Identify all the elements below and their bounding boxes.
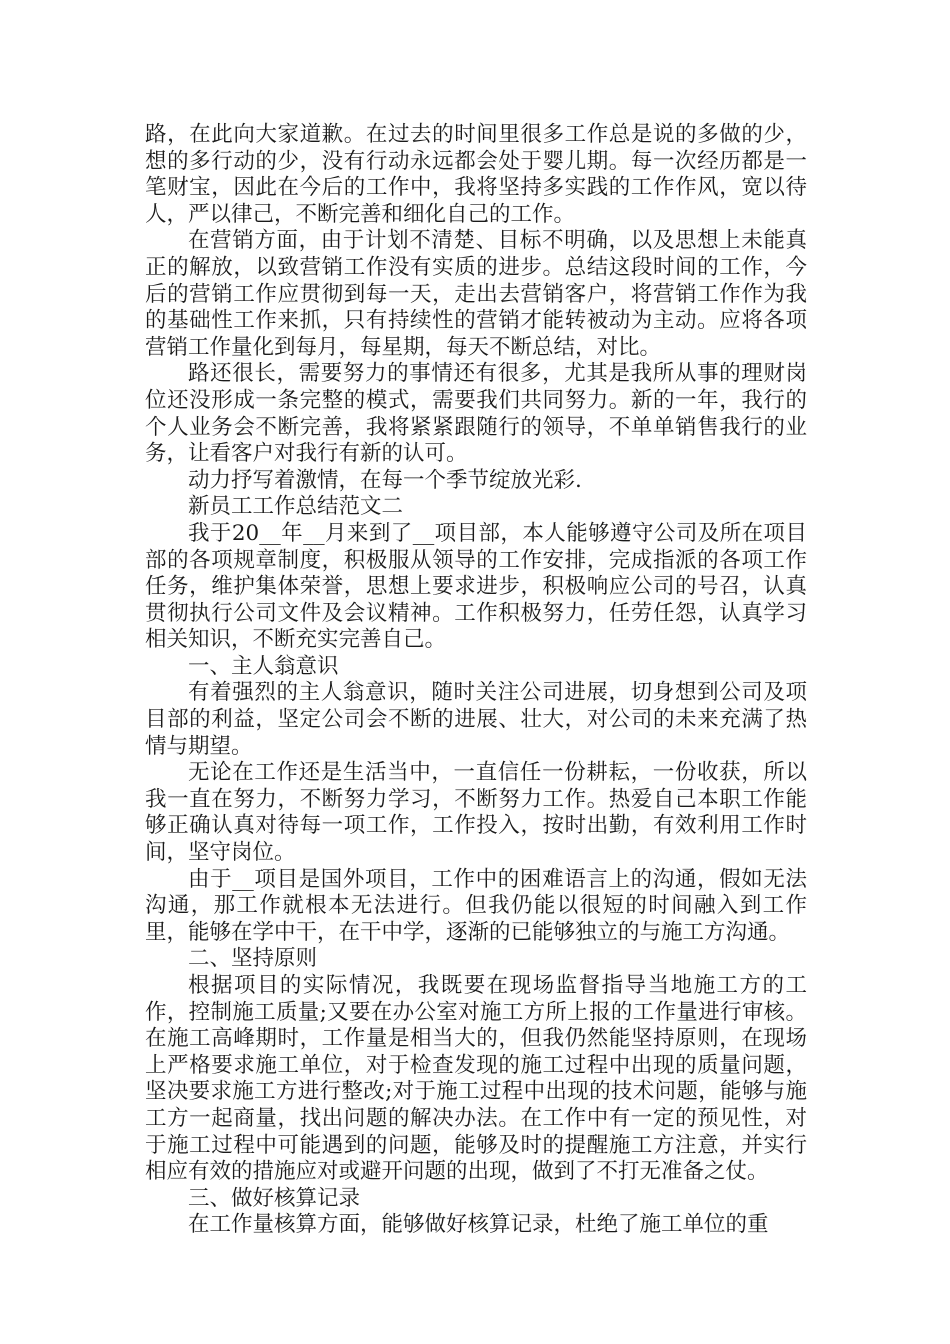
heading-principles: 二、坚持原则 bbox=[188, 946, 318, 972]
section-title-sample-two: 新员工工作总结范文二 bbox=[188, 494, 404, 520]
paragraph-apology: 路，在此向大家道歉。在过去的时间里很多工作总是说的多做的少，想的多行动的少，没有行动永远都会处于婴儿期。每一次经历都是一笔财宝，因此在今后的工作中，我将坚持多实践的工作作风，宽以待人，严以律己，不断完善和细化自己的工作。 bbox=[145, 122, 807, 227]
paragraph-diligence: 无论在工作还是生活当中，一直信任一份耕耘，一份收获，所以我一直在努力，不断努力学习，不断努力工作。热爱自己本职工作能够正确认真对待每一项工作，工作投入，按时出勤，有效利用工作时间，坚守岗位。 bbox=[145, 760, 807, 866]
paragraph-accounting: 在工作量核算方面，能够做好核算记录，杜绝了施工单位的重 bbox=[188, 1212, 769, 1238]
paragraph-marketing: 在营销方面，由于计划不清楚、目标不明确，以及思想上未能真正的解放，以致营销工作没有实质的进步。总结这段时间的工作，今后的营销工作应贯彻到每一天，走出去营销客户，将营销工作作为我的基础性工作来抓，只有持续性的营销才能转被动为主动。应将各项营销工作量化到每月，每星期，每天不断总结，对比。 bbox=[145, 228, 807, 360]
paragraph-long-road: 路还很长，需要努力的事情还有很多，尤其是我所从事的理财岗位还没形成一条完整的模式，需要我们共同努力。新的一年，我行的个人业务会不断完善，我将紧紧跟随行的领导，不单单销售我行的业务，让看客户对我行有新的认可。 bbox=[145, 361, 807, 467]
paragraph-motivation: 动力抒写着激情，在每一个季节绽放光彩. bbox=[188, 467, 582, 493]
heading-accounting: 三、做好核算记录 bbox=[188, 1185, 361, 1211]
paragraph-intro: 我于20__年__月来到了__项目部，本人能够遵守公司及所在项目部的各项规章制度，积极服从领导的工作安排，完成指派的各项工作任务，维护集体荣誉，思想上要求进步，积极响应公司的号召，认真贯彻执行公司文件及会议精神。工作积极努力，任劳任怨，认真学习相关知识，不断充实完善自己。 bbox=[145, 520, 807, 653]
document-body bbox=[145, 122, 807, 1239]
paragraph-overseas-project: 由于__项目是国外项目，工作中的困难语言上的沟通，假如无法沟通，那工作就根本无法进行。但我仍能以很短的时间融入到工作里，能够在学中干，在干中学，逐渐的已能够独立的与施工方沟通。 bbox=[145, 866, 807, 945]
paragraph-principles: 根据项目的实际情况，我既要在现场监督指导当地施工方的工作，控制施工质量;又要在办公室对施工方所上报的工作量进行审核。在施工高峰期时，工作量是相当大的，但我仍然能坚持原则，在现场上严格要求施工单位，对于检查发现的施工过程中出现的质量问题，坚决要求施工方进行整改;对于施工过程中出现的技术问题，能够与施工方一起商量，找出问题的解决办法。在工作中有一定的预见性，对于施工过程中可能遇到的问题，能够及时的提醒施工方注意，并实行相应有效的措施应对或避开问题的出现，做到了不打无准备之仗。 bbox=[145, 973, 807, 1185]
heading-ownership: 一、主人翁意识 bbox=[188, 653, 339, 679]
paragraph-ownership: 有着强烈的主人翁意识，随时关注公司进展，切身想到公司及项目部的利益，坚定公司会不断的进展、壮大，对公司的未来充满了热情与期望。 bbox=[145, 680, 807, 759]
